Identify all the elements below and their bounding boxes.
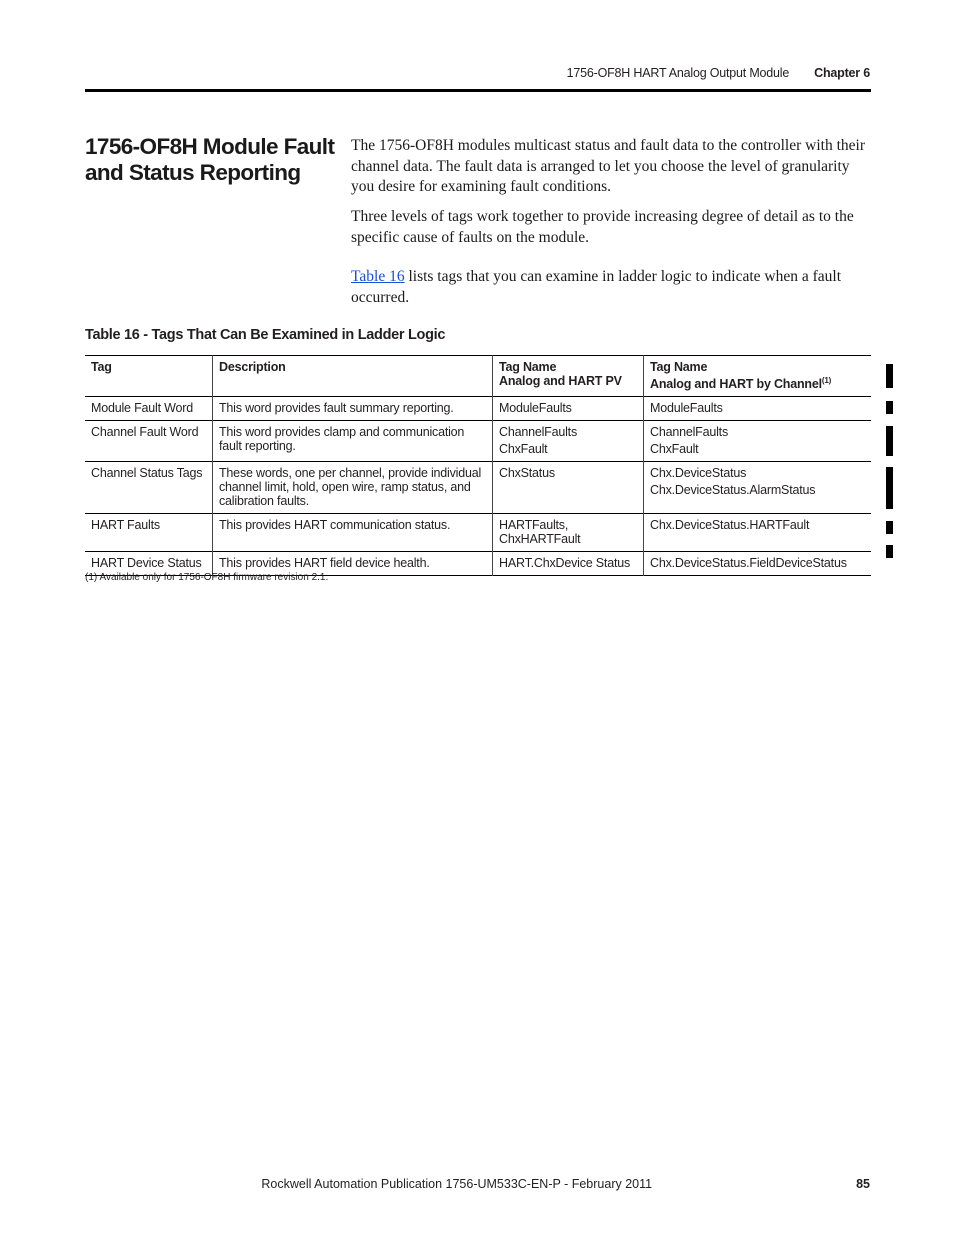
cell-description: This provides HART field device health. [213,552,493,576]
header-description: Description [213,356,493,397]
header-channel-line1: Tag Name [650,360,708,374]
cell-tag: Module Fault Word [91,401,193,416]
table-reference-paragraph [351,267,871,308]
table-row [85,514,871,552]
chapter-label: Chapter 6 [814,66,870,80]
cell-channel [644,514,872,552]
change-bar [886,521,893,534]
cell-description: This word provides clamp and communication fault reporting. [213,421,493,462]
page-number: 85 [856,1177,870,1191]
cell-pv [493,552,644,576]
section-title-line2: and Status Reporting [85,160,301,185]
table-footnote: (1) Available only for 1756-OF8H firmware revision 2.1. [85,572,329,583]
cell-tag: HART Device Status [91,556,202,571]
cell-pv [493,514,644,552]
cell-pv [493,397,644,421]
channel-name: Chx.DeviceStatus.HARTFault [650,518,810,533]
table-header-row [85,356,871,397]
header-channel-line2: Analog and HART by Channel [650,377,822,392]
levels-paragraph: Three levels of tags work together to provide increasing degree of detail as to the specific cause of faults on the module. [351,208,854,246]
cell-channel [644,397,872,421]
cell-description: These words, one per channel, provide individual channel limit, hold, open wire, ramp status, and calibration faults. [213,462,493,514]
pv-name: ChannelFaults [499,425,578,440]
cell-channel [644,462,872,514]
cell-tag: Channel Fault Word [91,425,199,440]
header-pv-line2: Analog and HART PV [499,374,622,388]
cell-channel [644,421,872,462]
header-tag-name-channel [644,356,872,397]
footnote-marker: (1) [821,376,832,385]
cell-description: This word provides fault summary reporting. [213,397,493,421]
header-tag: Tag [91,360,112,374]
publication-info: Rockwell Automation Publication 1756-UM533C-EN-P - February 2011 [261,1177,653,1191]
pv-name: ChxStatus [499,466,555,481]
running-title: 1756-OF8H HART Analog Output Module [566,66,790,80]
header-tag-name-pv [493,356,644,397]
table-caption: Table 16 - Tags That Can Be Examined in Ladder Logic [85,327,446,343]
pv-name: ModuleFaults [499,401,572,416]
table-16-link[interactable]: Table 16 [351,268,405,285]
cell-description: This provides HART communication status. [213,514,493,552]
cell-pv [493,421,644,462]
table-reference-text: lists tags that you can examine in ladder logic to indicate when a fault occurred. [351,268,842,306]
cell-channel [644,552,872,576]
pv-name: ChxFault [499,442,548,457]
cell-tag: Channel Status Tags [91,466,203,481]
channel-name: Chx.DeviceStatus.FieldDeviceStatus [650,556,847,571]
channel-name: Chx.DeviceStatus.AlarmStatus [650,483,816,498]
cell-tag: HART Faults [91,518,160,533]
table-row [85,462,871,514]
table-row [85,421,871,462]
pv-name: HARTFaults, ChxHARTFault [499,518,581,547]
change-bar [886,426,893,456]
channel-name: ChxFault [650,442,699,457]
table-row [85,397,871,421]
running-header [567,66,870,80]
section-title [85,134,335,186]
page-footer [261,1177,870,1191]
header-pv-line1: Tag Name [499,360,557,374]
change-bar [886,401,893,414]
tags-table [85,355,871,576]
intro-paragraph: The 1756-OF8H modules multicast status and fault data to the controller with their channel data. The fault data is arranged to let you choose the level of granularity you desire for examining fault conditions. [351,137,865,195]
channel-name: Chx.DeviceStatus [650,466,747,481]
pv-name: HART.ChxDevice Status [499,556,631,571]
section-title-line1: 1756-OF8H Module Fault [85,134,335,159]
channel-name: ChannelFaults [650,425,729,440]
channel-name: ModuleFaults [650,401,723,416]
change-bar [886,467,893,509]
cell-pv [493,462,644,514]
change-bar [886,364,893,388]
change-bar [886,545,893,558]
header-rule [85,89,871,92]
